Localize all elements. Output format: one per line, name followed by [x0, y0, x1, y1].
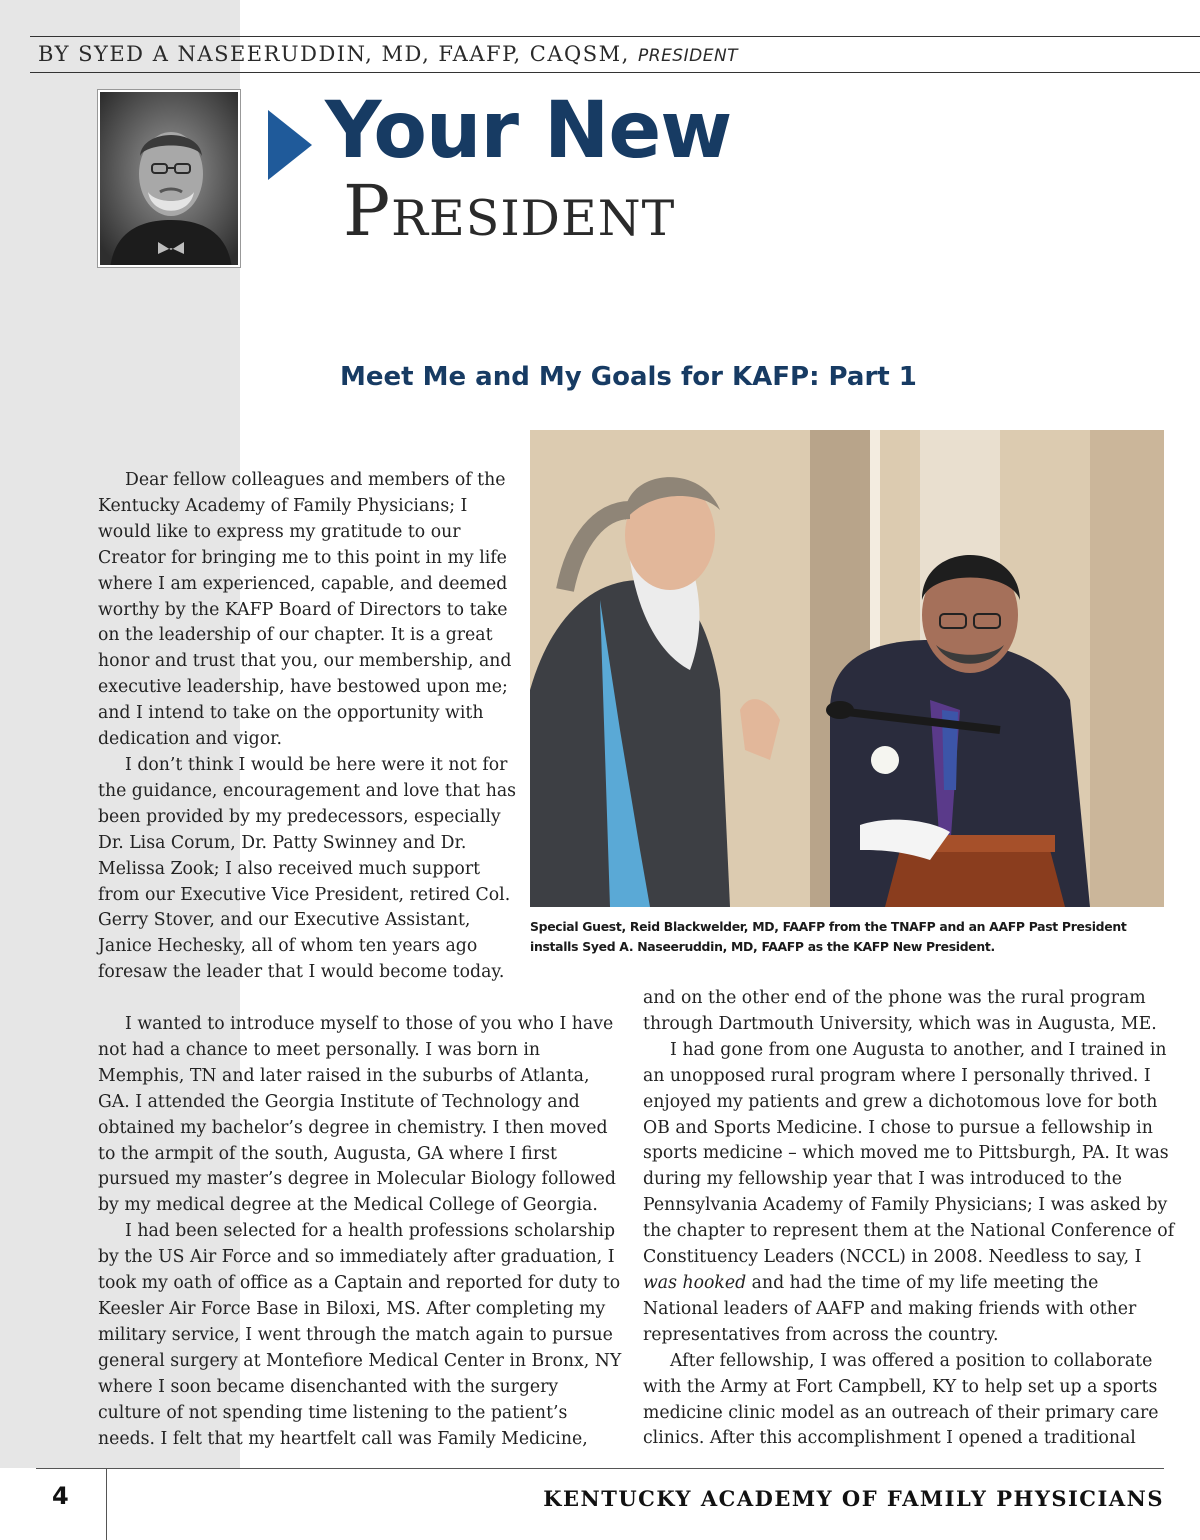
- title-arrow-icon: [268, 110, 312, 180]
- paragraph-6-text: I had gone from one Augusta to another, and I trained in an unopposed rural program where I personally thrived. I enjoyed my patients and grew a dichotomous love for both OB and Sports Medicine. I chose to pursue a fellowship in sports medicine – which moved me to Pittsburgh, PA. It was during my fellowship year that I was introduced to the Pennsylvania Academy of Family Physicians; I was asked by the chapter to represent them at the National Conference of Constituency Leaders (NCCL) in 2008. Needless to say, I: [643, 1039, 1175, 1268]
- installation-photo: [530, 430, 1164, 907]
- paragraph-1: Dear fellow colleagues and members of the Kentucky Academy of Family Physicians; I would like to express my gratitude to our Creator for bringing me to this point in my life where I am experienced, capable, and deemed worthy by the KAFP Board of Directors to take on the leadership of our chapter. It is a great honor and trust that you, our membership, and executive leadership, have bestowed upon me; and I intend to take on the opportunity with dedication and vigor.: [98, 470, 512, 750]
- paragraph-5: and on the other end of the phone was the rural program through Dartmouth University, which was in Augusta, ME.: [643, 988, 1157, 1034]
- author-portrait-image: [100, 92, 240, 267]
- installation-photo-image: [530, 430, 1164, 907]
- paragraph-6: [643, 1038, 1175, 1349]
- footer-divider: [106, 1468, 107, 1540]
- byline: [38, 42, 738, 66]
- page-title-line2: President: [343, 170, 676, 252]
- paragraph-3: I wanted to introduce myself to those of you who I have not had a chance to meet personally. I was born in Memphis, TN and later raised in the suburbs of Atlanta, GA. I attended the Georgia Institute of Technology and obtained my bachelor’s degree in chemistry. I then moved to the armpit of the south, Augusta, GA where I first pursued my master’s degree in Molecular Biology followed by my medical degree at the Medical College of Georgia.: [98, 1014, 616, 1216]
- byline-rule-top: [30, 36, 1200, 37]
- article-column-left: [98, 1012, 623, 1452]
- paragraph-4: I had been selected for a health professions scholarship by the US Air Force and so immediately after graduation, I took my oath of office as a Captain and reported for duty to Keesler Air Force Base in Biloxi, MS. After completing my military service, I went through the match again to pursue general surgery at Montefiore Medical Center in Bronx, NY where I soon became disenchanted with the surgery culture of not spending time listening to the patient’s needs. I felt that my heartfelt call was Family Medicine,: [98, 1221, 622, 1449]
- author-portrait: [98, 90, 240, 267]
- page-title-line1: Your New: [325, 86, 732, 176]
- paragraph-2: I don’t think I would be here were it not for the guidance, encouragement and love that has been provided by my predecessors, especially Dr. Lisa Corum, Dr. Patty Swinney and Dr. Melissa Zook; I also received much support from our Executive Vice President, retired Col. Gerry Stover, and our Executive Assistant, Janice Hechesky, all of whom ten years ago foresaw the leader that I would become today.: [98, 754, 517, 983]
- byline-author: BY SYED A NASEERUDDIN, MD, FAAFP, CAQSM,: [38, 42, 630, 66]
- paragraph-7: After fellowship, I was offered a position to collaborate with the Army at Fort Campbell, KY to help set up a sports medicine clinic model as an outreach of their primary care clinics. After this accomplishment I opened a traditional: [643, 1350, 1159, 1449]
- page-number: 4: [52, 1482, 69, 1510]
- article-column-upper: [98, 468, 518, 986]
- article-subtitle: Meet Me and My Goals for KAFP: Part 1: [340, 362, 917, 392]
- article-column-right: [643, 986, 1175, 1452]
- footer-rule: [36, 1468, 1164, 1469]
- paragraph-6-emphasis: was hooked: [643, 1272, 747, 1293]
- paragraph-6-end: and had the time of my life meeting the National leaders of AAFP and making friends with other representatives from across the country.: [643, 1272, 1137, 1345]
- byline-rule-bottom: [30, 72, 1200, 73]
- photo-caption: Special Guest, Reid Blackwelder, MD, FAAFP from the TNAFP and an AAFP Past President installs Syed A. Naseeruddin, MD, FAAFP as the KAFP New President.: [530, 919, 1127, 954]
- footer-organization: KENTUCKY ACADEMY OF FAMILY PHYSICIANS: [543, 1486, 1164, 1511]
- byline-role: PRESIDENT: [638, 46, 739, 66]
